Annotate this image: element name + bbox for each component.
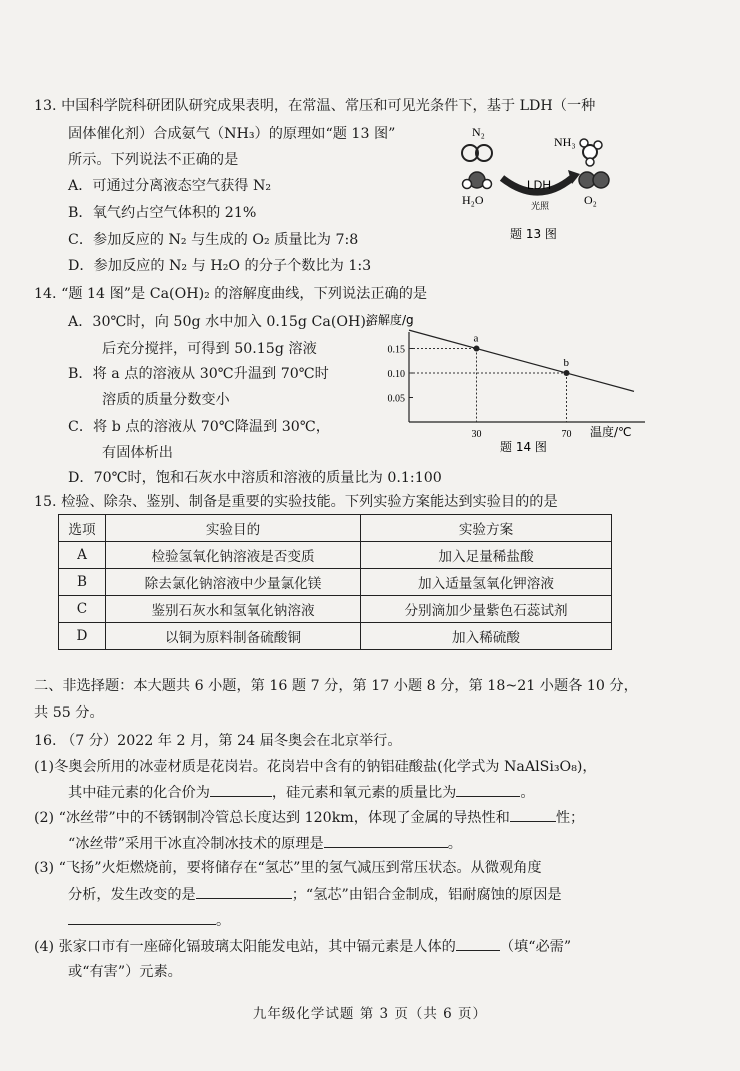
q16-part3-text-c: 。	[216, 913, 231, 929]
fig13-condition-label: 光照	[531, 202, 550, 212]
q16-part4-line2: 或“有害”）元素。	[68, 964, 182, 980]
q13-line3: 所示。下列说法不正确的是	[68, 152, 239, 168]
table-row	[59, 542, 612, 569]
q16-part3-text-b: ；“氢芯”由铝合金制成，铝耐腐蚀的原因是	[291, 887, 562, 903]
x-tick-label: 30	[471, 429, 482, 440]
q14-line1: 14. “题 14 图”是 Ca(OH)₂ 的溶解度曲线，下列说法正确的是	[34, 286, 428, 302]
q16-part1-line1: (1)冬奥会所用的冰壶材质是花岗岩。花岗岩中含有的钠铝硅酸盐(化学式为 NaAlSi₃O₈)，	[34, 759, 597, 775]
answer-blank-corrosion-reason[interactable]	[68, 910, 216, 925]
x-tick-label: 70	[561, 429, 572, 440]
page-footer: 九年级化学试题 第 3 页（共 6 页）	[252, 1006, 488, 1022]
nh3-h-atom-2	[594, 141, 602, 149]
row-a-purpose: 检验氢氧化钠溶液是否变质	[106, 542, 361, 569]
nh3-h-atom-3	[586, 158, 594, 166]
row-c-option: C	[59, 596, 106, 623]
row-b-option: B	[59, 569, 106, 596]
y-tick-label: 0.05	[387, 393, 405, 405]
q16-part4-text-b: （填“必需”	[499, 939, 572, 955]
fig13-o2-label: O₂	[584, 193, 597, 207]
chart-xlabel: 温度/℃	[590, 425, 632, 439]
q14-option-d: D．70℃时，饱和石灰水中溶质和溶液的质量比为 0.1:100	[68, 470, 442, 486]
row-a-option: A	[59, 542, 106, 569]
q16-part2-text-d: 。	[447, 836, 462, 852]
fig13-nh3-label: NH₃	[554, 135, 576, 149]
fig13-n2-label: N₂	[472, 125, 485, 139]
q14-option-c-1: C．将 b 点的溶液从 70℃降温到 30℃，	[68, 419, 330, 435]
q16-part1-text-b: ，硅元素和氧元素的质量比为	[271, 785, 457, 801]
data-point-label: a	[473, 332, 479, 345]
answer-blank-mass-ratio[interactable]	[456, 782, 520, 797]
fig13-catalyst-label: LDH	[527, 178, 552, 192]
q14-option-b-2: 溶质的质量分数变小	[102, 392, 230, 408]
chart-caption: 题 14 图	[500, 440, 547, 454]
section2-line2: 共 55 分。	[34, 705, 104, 721]
q16-part1-text-c: 。	[520, 785, 535, 801]
q15-line1: 15. 检验、除杂、鉴别、制备是重要的实验技能。下列实验方案能达到实验目的的是	[34, 494, 558, 510]
q16-part1-text-a: 其中硅元素的化合价为	[68, 785, 210, 801]
h2o-h-atom-2	[483, 180, 492, 189]
q14-option-b-1: B．将 a 点的溶液从 30℃升温到 70℃时	[68, 366, 329, 382]
q14-option-c-2: 有固体析出	[102, 445, 173, 461]
q16-part2-text-a: (2) “冰丝带”中的不锈钢制冷管总长度达到 120km，体现了金属的导热性和	[34, 810, 510, 826]
q16-part3-line3	[68, 910, 230, 931]
figure-13	[450, 122, 625, 247]
answer-blank-property[interactable]	[510, 807, 556, 822]
q13-option-d: D．参加反应的 N₂ 与 H₂O 的分子个数比为 1:3	[68, 258, 372, 274]
table-header-row	[59, 515, 612, 542]
fig13-caption: 题 13 图	[510, 227, 557, 241]
q16-part2-text-c: “冰丝带”采用干冰直冷制冰技术的原理是	[68, 836, 324, 852]
q13-option-b: B．氧气约占空气体积的 21%	[68, 205, 257, 221]
q13-line2: 固体催化剂）合成氨气（NH₃）的原理如“题 13 图”	[68, 126, 396, 142]
q16-part3-line2	[68, 884, 562, 905]
q16-part2-line2	[68, 833, 462, 854]
q16-part2-text-b: 性；	[555, 810, 585, 826]
row-c-plan: 分别滴加少量紫色石蕊试剂	[361, 596, 612, 623]
table-row	[59, 596, 612, 623]
answer-blank-principle[interactable]	[324, 833, 448, 848]
h2o-h-atom-1	[463, 180, 472, 189]
data-point-b	[564, 370, 570, 376]
q13-line1: 13. 中国科学院科研团队研究成果表明，在常温、常压和可见光条件下，基于 LDH（一种	[34, 98, 596, 114]
data-point-a	[474, 346, 480, 352]
q16-part4-line1	[34, 936, 571, 957]
header-option: 选项	[59, 515, 106, 542]
q13-option-a: A．可通过分离液态空气获得 N₂	[68, 178, 272, 194]
y-tick-label: 0.10	[387, 369, 405, 380]
q14-option-a-1: A．30℃时，向 50g 水中加入 0.15g Ca(OH)₂	[68, 314, 372, 330]
o2-atom-2	[593, 172, 609, 188]
q16-part3-line1: (3) “飞扬”火炬燃烧前，要将储存在“氢芯”里的氢气减压到常压状态。从微观角度	[34, 860, 542, 876]
row-b-purpose: 除去氯化钠溶液中少量氯化镁	[106, 569, 361, 596]
q16-part3-text-a: 分析，发生改变的是	[68, 887, 196, 903]
q16-part2-line1	[34, 807, 584, 828]
section2-line1: 二、非选择题：本大题共 6 小题，第 16 题 7 分，第 17 小题 8 分，第 18~21 小题各 10 分，	[34, 678, 638, 694]
data-point-label: b	[563, 357, 569, 369]
q16-part4-text-a: (4) 张家口市有一座碲化镉玻璃太阳能发电站，其中镉元素是人体的	[34, 939, 456, 955]
solubility-curve	[409, 330, 634, 391]
y-tick-label: 0.15	[387, 344, 405, 356]
answer-blank-change[interactable]	[196, 884, 292, 899]
row-b-plan: 加入适量氢氧化钾溶液	[361, 569, 612, 596]
row-a-plan: 加入足量稀盐酸	[361, 542, 612, 569]
figure-14-chart	[360, 310, 650, 458]
header-purpose: 实验目的	[106, 515, 361, 542]
q13-option-c: C．参加反应的 N₂ 与生成的 O₂ 质量比为 7:8	[68, 232, 359, 248]
row-d-purpose: 以铜为原料制备硫酸铜	[106, 623, 361, 650]
fig13-h2o-label: H₂O	[462, 193, 484, 207]
answer-blank-element-type[interactable]	[456, 936, 500, 951]
chart-ylabel: 溶解度/g	[366, 313, 414, 327]
answer-blank-valence[interactable]	[210, 782, 272, 797]
row-d-plan: 加入稀硫酸	[361, 623, 612, 650]
q14-option-a-2: 后充分搅拌，可得到 50.15g 溶液	[102, 341, 317, 357]
row-c-purpose: 鉴别石灰水和氢氧化钠溶液	[106, 596, 361, 623]
q15-table	[58, 514, 612, 650]
nh3-h-atom-1	[580, 139, 588, 147]
row-d-option: D	[59, 623, 106, 650]
header-plan: 实验方案	[361, 515, 612, 542]
table-row	[59, 623, 612, 650]
q16-part1-line2	[68, 782, 535, 803]
q16-line1: 16. （7 分）2022 年 2 月，第 24 届冬奥会在北京举行。	[34, 733, 402, 749]
table-row	[59, 569, 612, 596]
